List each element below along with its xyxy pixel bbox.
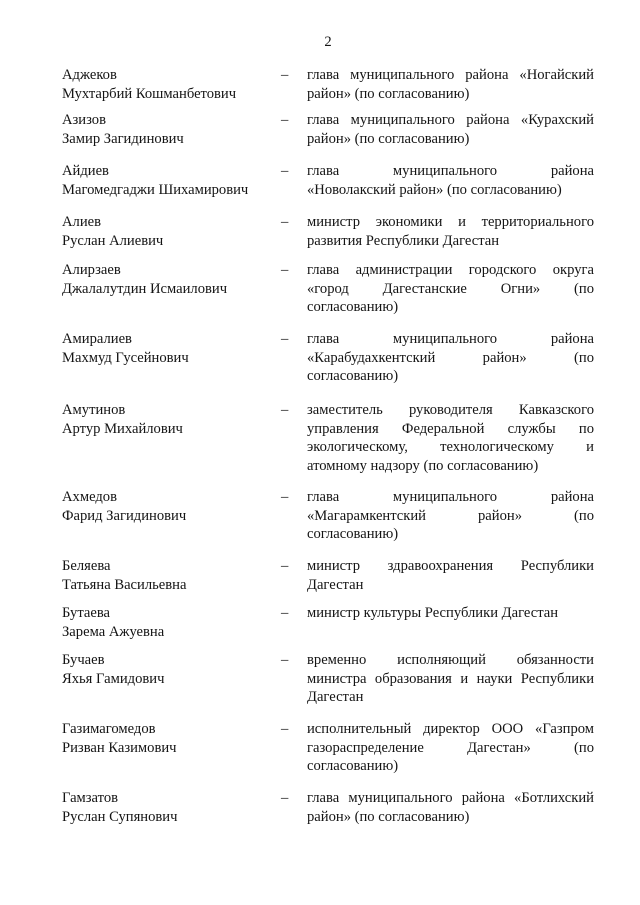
dash-separator: – [281, 721, 289, 737]
role-line: «Новолакский район» (по согласованию) [307, 181, 562, 198]
person-name [62, 213, 272, 250]
role-line: газораспределение Дагестан» (по [307, 739, 594, 756]
role-line: «город Дагестанские Огни» (по [307, 280, 594, 297]
role-description [307, 111, 594, 148]
surname: Алиев [62, 214, 101, 230]
given-name: Мухтарбий Кошманбетович [62, 85, 237, 102]
role-description [307, 720, 594, 776]
role-line: глава администрации городского округа [307, 262, 594, 278]
surname: Аджеков [62, 67, 117, 83]
role-description [307, 488, 594, 544]
role-description [307, 401, 594, 475]
person-name [62, 162, 272, 199]
role-line: министр здравоохранения Республики [307, 558, 594, 574]
surname: Алирзаев [62, 262, 121, 278]
role-description [307, 557, 594, 594]
person-name [62, 789, 272, 826]
surname: Бутаева [62, 605, 110, 621]
dash-separator: – [281, 489, 289, 505]
role-description [307, 330, 594, 386]
person-name [62, 111, 272, 148]
person-name [62, 330, 272, 367]
role-line: исполнительный директор ООО «Газпром [307, 721, 594, 737]
dash-separator: – [281, 163, 289, 179]
surname: Ахмедов [62, 489, 117, 505]
given-name: Руслан Алиевич [62, 232, 164, 249]
given-name: Руслан Супянович [62, 808, 178, 825]
role-line: Дагестан [307, 576, 364, 593]
role-line: район» (по согласованию) [307, 85, 470, 102]
surname: Амутинов [62, 402, 126, 418]
dash-separator: – [281, 214, 289, 230]
dash-separator: – [281, 605, 289, 621]
role-line: глава муниципального района «Курахский [307, 112, 594, 128]
role-line: министра образования и науки Республики [307, 670, 594, 687]
surname: Азизов [62, 112, 106, 128]
dash-separator: – [281, 790, 289, 806]
given-name: Замир Загидинович [62, 130, 184, 147]
dash-separator: – [281, 262, 289, 278]
surname: Бучаев [62, 652, 105, 668]
surname: Беляева [62, 558, 111, 574]
role-line: согласованию) [307, 368, 399, 385]
role-description [307, 651, 594, 707]
role-line: глава муниципального района [307, 331, 594, 347]
page-number: 2 [324, 34, 332, 50]
surname: Гамзатов [62, 790, 119, 806]
role-line: «Карабудахкентский район» (по [307, 349, 594, 366]
given-name: Джалалутдин Исмаилович [62, 280, 228, 297]
role-line: согласованию) [307, 299, 399, 316]
role-line: заместитель руководителя Кавказского [307, 402, 594, 418]
role-line: район» (по согласованию) [307, 130, 470, 147]
dash-separator: – [281, 67, 289, 83]
person-name [62, 401, 272, 438]
role-line: глава муниципального района [307, 489, 594, 505]
role-description [307, 789, 594, 826]
given-name: Ризван Казимович [62, 739, 177, 756]
person-name [62, 261, 272, 298]
role-line: министр культуры Республики Дагестан [307, 605, 559, 621]
person-name [62, 651, 272, 688]
dash-separator: – [281, 331, 289, 347]
role-line: глава муниципального района «Ботлихский [307, 790, 594, 806]
role-description [307, 261, 594, 317]
person-name [62, 604, 272, 641]
role-line: временно исполняющий обязанности [307, 652, 594, 668]
role-description [307, 604, 594, 623]
surname: Газимагомедов [62, 721, 156, 737]
dash-separator: – [281, 402, 289, 418]
dash-separator: – [281, 112, 289, 128]
role-line: глава муниципального района [307, 163, 594, 179]
role-line: министр экономики и территориального [307, 214, 594, 230]
role-line: управления Федеральной службы по [307, 420, 594, 437]
role-description [307, 66, 594, 103]
given-name: Артур Михайлович [62, 420, 183, 437]
given-name: Зарема Ажуевна [62, 623, 165, 640]
given-name: Фарид Загидинович [62, 507, 187, 524]
role-line: развития Республики Дагестан [307, 232, 500, 249]
role-line: «Магарамкентский район» (по [307, 507, 594, 524]
person-name [62, 557, 272, 594]
given-name: Махмуд Гусейнович [62, 349, 189, 366]
role-line: район» (по согласованию) [307, 808, 470, 825]
role-description [307, 213, 594, 250]
person-name [62, 66, 272, 103]
role-line: согласованию) [307, 758, 399, 775]
role-line: глава муниципального района «Ногайский [307, 67, 594, 83]
role-line: согласованию) [307, 526, 399, 543]
dash-separator: – [281, 652, 289, 668]
given-name: Магомедгаджи Шихамирович [62, 181, 249, 198]
given-name: Яхья Гамидович [62, 670, 165, 687]
role-line: атомному надзору (по согласованию) [307, 457, 539, 474]
role-line: экологическому, технологическому и [307, 439, 594, 456]
person-name [62, 720, 272, 757]
surname: Амиралиев [62, 331, 132, 347]
given-name: Татьяна Васильевна [62, 576, 187, 593]
dash-separator: – [281, 558, 289, 574]
surname: Айдиев [62, 163, 109, 179]
role-description [307, 162, 594, 199]
role-line: Дагестан [307, 689, 364, 706]
person-name [62, 488, 272, 525]
